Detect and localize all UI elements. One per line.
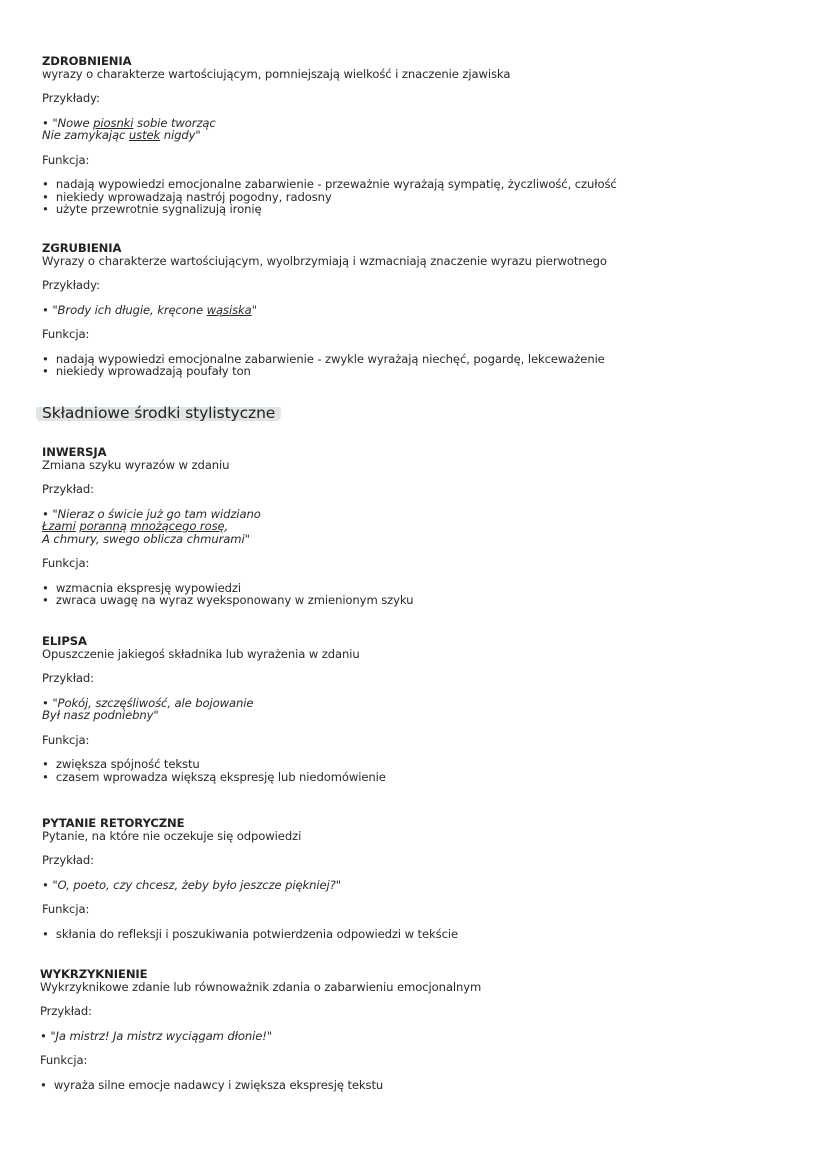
bullet-icon: • [42, 769, 56, 784]
function-label: Funkcja: [42, 152, 90, 167]
function-label: Funkcja: [42, 327, 90, 341]
bullet-icon: • [42, 757, 56, 771]
function-text: wzmacnia ekspresję wypowiedzi [55, 580, 241, 595]
bullet-icon: • [42, 926, 56, 941]
term-title: PYTANIE RETORYCZNE [42, 816, 185, 830]
example-text: nigdy" [160, 128, 201, 142]
function-text: zwiększa spójność tekstu [55, 757, 200, 771]
term-description: wyrazy o charakterze wartościującym, pomniejszają wielkość i znaczenie zjawiska [42, 66, 511, 81]
term-title: INWERSJA [42, 445, 107, 459]
underlined-word: poranną [79, 519, 127, 533]
bullet-icon: • [42, 580, 56, 595]
example-label: Przykład: [40, 1004, 92, 1018]
term-title: ELIPSA [42, 634, 87, 648]
example-quote [40, 1030, 481, 1043]
example-label: Przykład: [42, 482, 94, 496]
underlined-word: mnożącego rosę [130, 519, 225, 533]
example-text: Był nasz podniebny" [42, 708, 159, 722]
example-quote [42, 304, 607, 317]
function-text: zwraca uwagę na wyraz wyeksponowany w zmienionym szyku [55, 593, 414, 607]
section-heading: Składniowe środki stylistyczne [36, 403, 281, 423]
term-description: Wyrazy o charakterze wartościującym, wyolbrzymiają i wzmacniają znaczenie wyrazu pierwotnego [42, 253, 607, 268]
example-line [42, 304, 607, 317]
example-text: Nie zamykając [42, 128, 129, 142]
function-text: wyraża silne emocje nadawcy i zwiększa ekspresję tekstu [53, 1077, 384, 1092]
example-text: " [251, 302, 257, 317]
example-label: Przykład: [42, 671, 94, 685]
term-title: ZDROBNIENIA [42, 54, 132, 68]
bullet-icon: • [42, 364, 56, 378]
function-list [42, 928, 458, 941]
example-line [42, 129, 617, 142]
function-text: niekiedy wprowadzają nastrój pogodny, radosny [55, 189, 332, 204]
function-list [42, 178, 617, 216]
example-text: • "Nowe [42, 115, 94, 130]
function-label: Funkcja: [42, 556, 90, 570]
function-list [40, 1079, 481, 1092]
term-description: Zmiana szyku wyrazów w zdaniu [42, 457, 230, 472]
term-description: Wykrzyknikowe zdanie lub równoważnik zdania o zabarwieniu emocjonalnym [40, 979, 482, 994]
example-line [40, 1030, 481, 1043]
example-quote [42, 117, 617, 142]
term-description: Opuszczenie jakiegoś składnika lub wyrażenia w zdaniu [42, 646, 360, 661]
term-section [42, 242, 607, 378]
example-text: • "O, poeto, czy chcesz, żeby było jeszcze piękniej?" [42, 877, 341, 892]
function-list [42, 758, 386, 783]
function-list [42, 582, 413, 607]
underlined-word: wąsiska [206, 302, 252, 317]
underlined-word: Łzami [42, 519, 76, 533]
underlined-word: ustek [128, 128, 161, 142]
function-item [42, 594, 413, 607]
example-label: Przykład: [42, 853, 94, 867]
function-text: czasem wprowadza większą ekspresję lub niedomówienie [55, 769, 386, 784]
function-label: Funkcja: [42, 732, 90, 747]
function-item [42, 928, 458, 941]
function-item [42, 365, 607, 378]
function-text: skłania do refleksji i poszukiwania potwierdzenia odpowiedzi w tekście [55, 926, 459, 941]
example-text: A chmury, swego oblicza chmurami" [42, 531, 250, 546]
example-text: sobie tworząc [133, 115, 216, 130]
bullet-icon: • [42, 202, 56, 216]
bullet-icon: • [42, 351, 56, 366]
bullet-icon: • [42, 177, 56, 191]
example-line [42, 709, 386, 722]
function-text: nadają wypowiedzi emocjonalne zabarwienie - przeważnie wyrażają sympatię, życzliwość, czułość [55, 177, 617, 191]
term-section [42, 817, 458, 940]
bullet-icon: • [42, 189, 56, 204]
term-section [42, 446, 413, 607]
function-item [42, 771, 386, 784]
term-title: ZGRUBIENIA [42, 241, 122, 255]
example-quote [42, 697, 386, 722]
term-section [42, 55, 617, 216]
term-title: WYKRZYKNIENIE [40, 967, 148, 981]
example-text: • "Ja mistrz! Ja mistrz wyciągam dłonie!" [40, 1028, 273, 1043]
function-item [42, 203, 617, 216]
function-text: niekiedy wprowadzają poufały ton [55, 364, 251, 378]
example-text: , [224, 519, 229, 533]
bullet-icon: • [40, 1077, 54, 1092]
example-text: • "Brody ich długie, kręcone [42, 302, 207, 317]
term-section [40, 968, 481, 1091]
function-text: użyte przewrotnie sygnalizują ironię [55, 202, 262, 216]
example-quote [42, 879, 458, 892]
example-label: Przykłady: [42, 91, 100, 105]
function-item [40, 1079, 481, 1092]
example-label: Przykłady: [42, 278, 100, 292]
example-text: • "Nieraz o świcie już go tam widziano [42, 506, 261, 521]
example-text: • "Pokój, szczęśliwość, ale bojowanie [42, 695, 254, 710]
function-label: Funkcja: [42, 902, 90, 916]
function-text: nadają wypowiedzi emocjonalne zabarwienie - zwykle wyrażają niechęć, pogardę, lekceważenie [55, 351, 605, 366]
term-description: Pytanie, na które nie oczekuje się odpowiedzi [42, 828, 302, 843]
term-section [42, 635, 386, 783]
example-quote [42, 508, 413, 546]
bullet-icon: • [42, 593, 56, 607]
example-line [42, 879, 458, 892]
function-label: Funkcja: [40, 1053, 88, 1067]
function-list [42, 353, 607, 378]
underlined-word: piosnki [93, 115, 134, 130]
example-line [42, 533, 413, 546]
